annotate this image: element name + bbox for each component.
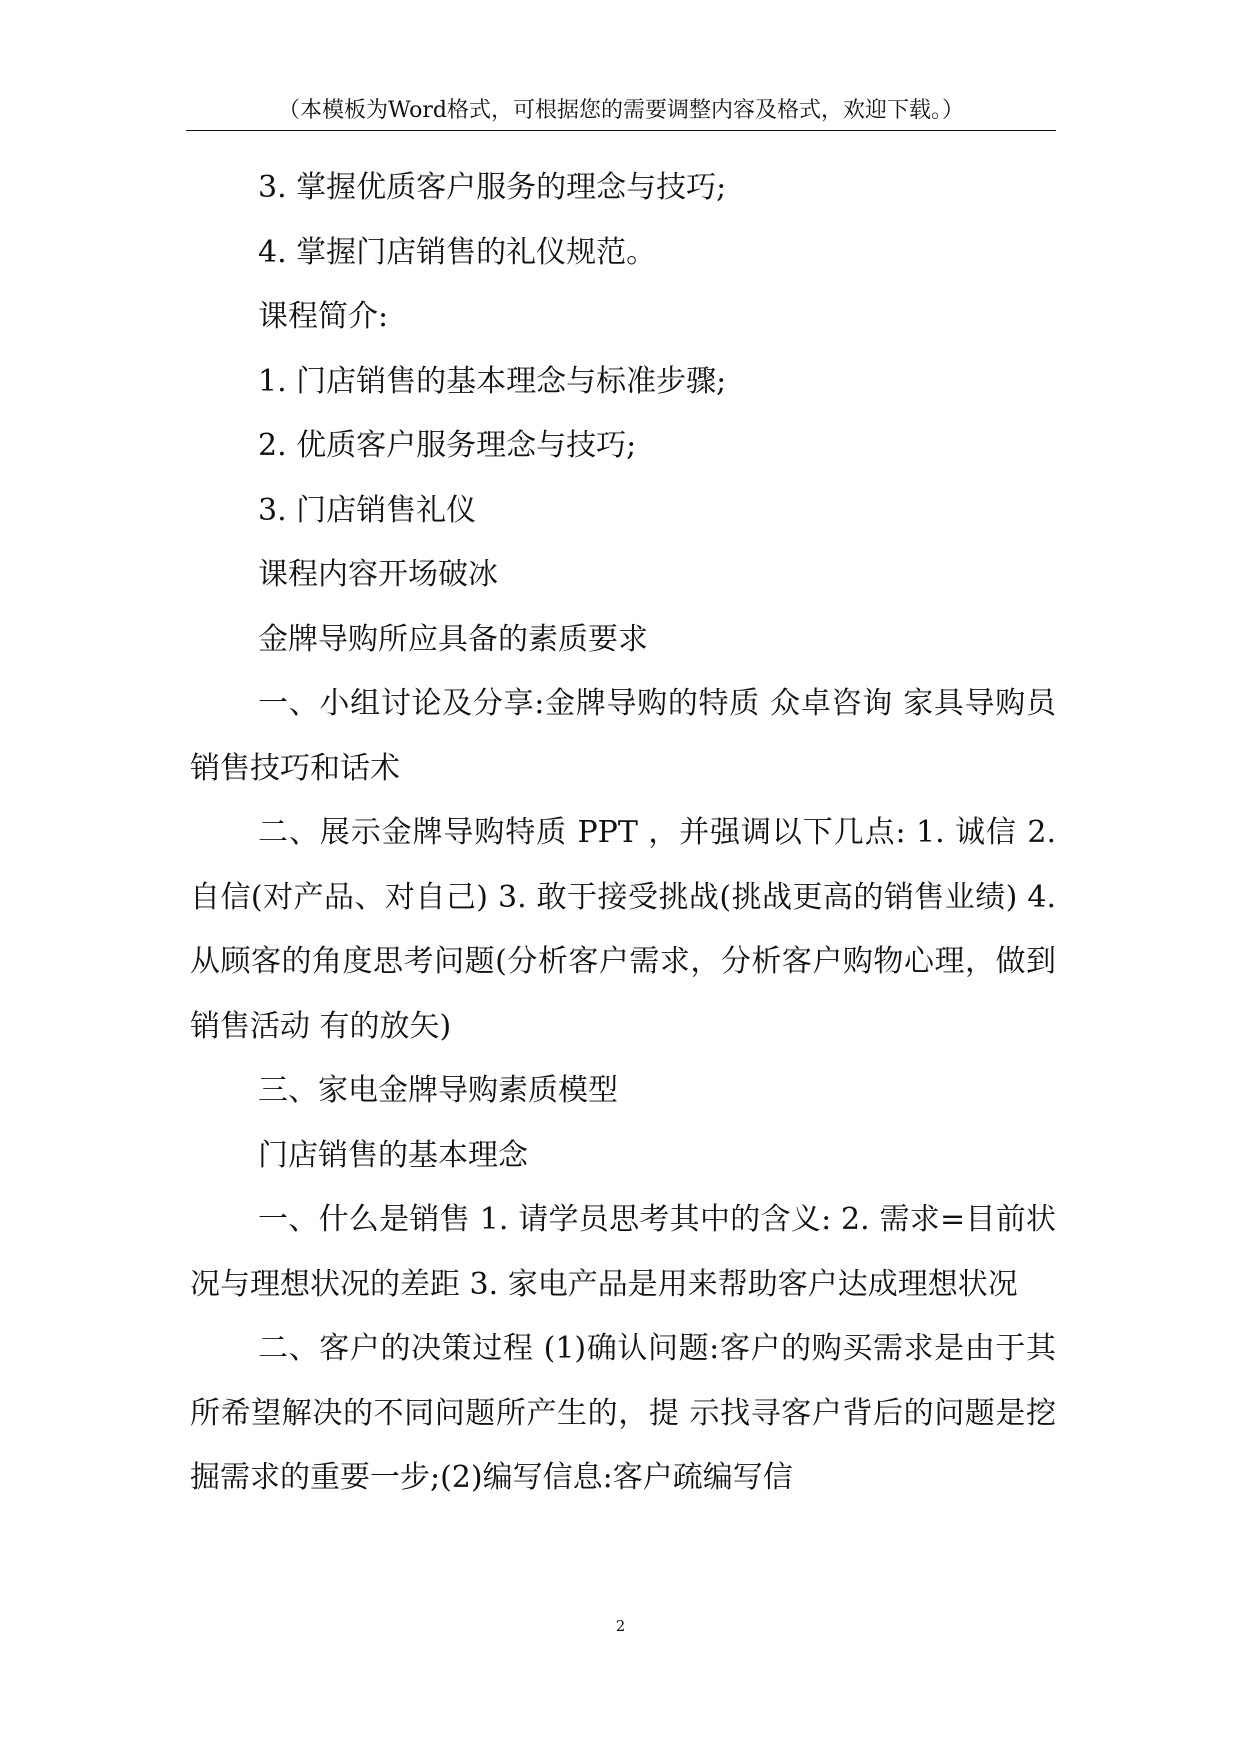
paragraph: 3. 掌握优质客户服务的理念与技巧; — [258, 170, 727, 205]
template-note-header: （本模板为Word格式，可根据您的需要调整内容及格式，欢迎下载。） — [278, 98, 964, 123]
paragraph: 1. 门店销售的基本理念与标准步骤; — [258, 363, 727, 399]
paragraph: 二、展示金牌导购特质 PPT ，并强调以下几点: 1. 诚信 2. 自信(对产品、对自己) 3. 敢于接受挑战(挑战更高的销售业绩) 4. 从顾客的角度思考问题(分析客户需求，分析客户购物心理，做到销售活动 有的放矢) — [190, 815, 1056, 1044]
paragraph: 门店销售的基本理念 — [258, 1137, 528, 1173]
header-divider — [186, 130, 1056, 131]
page-number: 2 — [615, 1617, 626, 1635]
paragraph: 二、客户的决策过程 (1)确认问题:客户的购买需求是由于其所希望解决的不同问题所产生的，提 示找寻客户背后的问题是挖掘需求的重要一步;(2)编写信息:客户疏编写信 — [190, 1331, 1056, 1495]
paragraph: 一、什么是销售 1. 请学员思考其中的含义: 2. 需求=目前状况与理想状况的差距 3. 家电产品是用来帮助客户达成理想状况 — [190, 1202, 1056, 1302]
paragraph: 三、家电金牌导购素质模型 — [258, 1073, 618, 1108]
document-body — [190, 156, 1056, 1511]
paragraph: 一、小组讨论及分享:金牌导购的特质 众卓咨询 家具导购员销售技巧和话术 — [190, 686, 1056, 786]
paragraph: 2. 优质客户服务理念与技巧; — [258, 428, 637, 463]
paragraph: 4. 掌握门店销售的礼仪规范。 — [258, 234, 657, 270]
paragraph: 金牌导购所应具备的素质要求 — [258, 621, 648, 657]
paragraph: 3. 门店销售礼仪 — [258, 492, 477, 528]
paragraph: 课程内容开场破冰 — [258, 557, 498, 592]
paragraph: 课程简介: — [258, 299, 389, 334]
